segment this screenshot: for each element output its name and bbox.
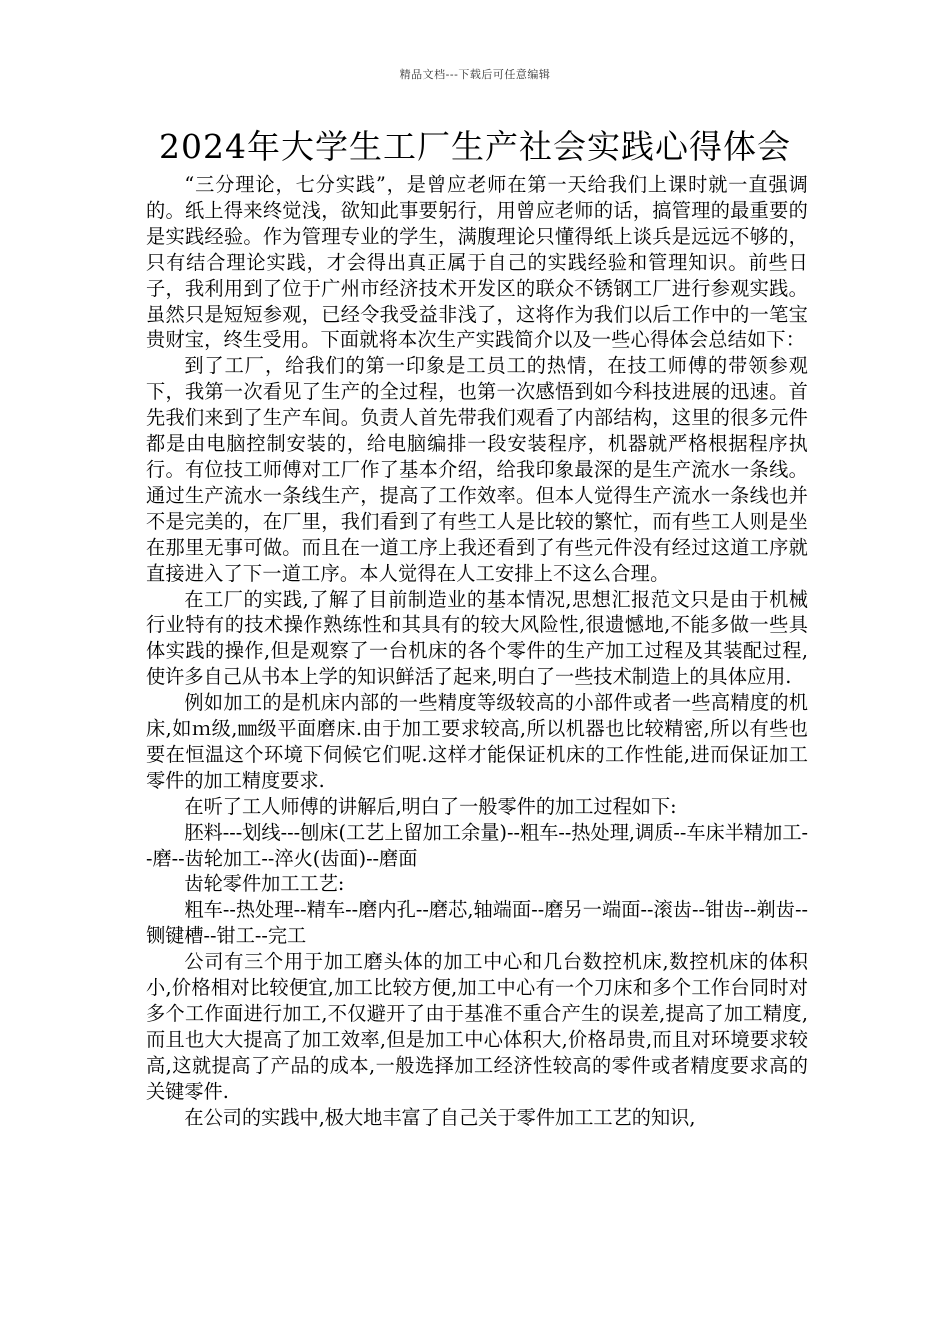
paragraph-factory-visit: 到了工厂，给我们的第一印象是工员工的热情，在技工师傅的带领参观下，我第一次看见了生产的全过程，也第一次感悟到如今科技进展的迅速。首先我们来到了生产车间。负责人首先带我们观看了内部结构，这里的很多元件都是由电脑控制安装的，给电脑编排一段安装程序，机器就严格根据程序执行。有位技工师傅对工厂作了基本介绍，给我印象最深的是生产流水一条线。通过生产流水一条线生产，提高了工作效率。但本人觉得生产流水一条线也并不是完美的，在厂里，我们看到了有些工人是比较的繁忙，而有些工人则是坐在那里无事可做。而且在一道工序上我还看到了有些元件没有经过这道工序就直接进入了下一道工序。本人觉得在人工安排上不这么合理。 (146, 354, 808, 585)
paragraph-intro: “三分理论，七分实践”，是曾应老师在第一天给我们上课时就一直强调的。纸上得来终觉浅，欲知此事要躬行，用曾应老师的话，搞管理的最重要的是实践经验。作为管理专业的学生，满腹理论只懂得纸上谈兵是远远不够的，只有结合理论实践，才会得出真正属于自己的实践经验和管理知识。前些日子，我利用到了位于广州市经济技术开发区的联众不锈钢工厂进行参观实践。虽然只是短短参观，已经令我受益非浅了，这将作为我们以后工作中的一笔宝贵财宝，终生受用。下面就将本次生产实践简介以及一些心得体会总结如下： (146, 173, 808, 352)
paragraph-conclusion-start: 在公司的实践中,极大地丰富了自己关于零件加工工艺的知识, (184, 1105, 696, 1129)
paragraph-machining-center: 公司有三个用于加工磨头体的加工中心和几台数控机床,数控机床的体积小,价格相对比较便宜,加工比较方便,加工中心有一个刀床和多个工作台同时对多个工作面进行加工,不仅避开了由于基准不重合产生的误差,提高了加工精度,而且也大大提高了加工效率,但是加工中心体积大,价格昂贵,而且对环境要求较高,这就提高了产品的成本,一般选择加工经济性较高的零件或者精度要求高的关键零件. (146, 950, 808, 1103)
paragraph-gear-process-heading: 齿轮零件加工工艺: (184, 872, 345, 896)
paragraph-gear-process: 粗车--热处理--精车--磨内孔--磨芯,轴端面--磨另一端面--滚齿--钳齿--剃齿--铡键槽--钳工--完工 (146, 898, 809, 948)
document-title: 2024年大学生工厂生产社会实践心得体会 (159, 127, 791, 166)
paragraph-manufacturing-practice: 在工厂的实践,了解了目前制造业的基本情况,思想汇报范文只是由于机械行业特有的技术操作熟练性和其具有的较大风险性,很遗憾地,不能多做一些具体实践的操作,但是观察了一台机床的各个零件的生产加工过程及其装配过程,使许多自己从书本上学的知识鲜活了起来,明白了一些技术制造上的具体应用. (146, 587, 808, 689)
paragraph-process-intro: 在听了工人师傅的讲解后,明白了一般零件的加工过程如下: (184, 794, 677, 818)
paragraph-general-process: 胚料---划线---刨床(工艺上留加工余量)--粗车--热处理,调质--车床半精加工--磨--齿轮加工--淬火(齿面)--磨面 (146, 820, 808, 870)
page-header-note: 精品文档---下载后可任意编辑 (399, 68, 551, 81)
paragraph-precision-machining: 例如加工的是机床内部的一些精度等级较高的小部件或者一些高精度的机床,如ｍ级,㎜级平面磨床.由于加工要求较高,所以机器也比较精密,所以有些也要在恒温这个环境下伺候它们呢.这样才能保证机床的工作性能,进而保证加工零件的加工精度要求. (146, 691, 808, 792)
document-body (146, 172, 808, 1131)
